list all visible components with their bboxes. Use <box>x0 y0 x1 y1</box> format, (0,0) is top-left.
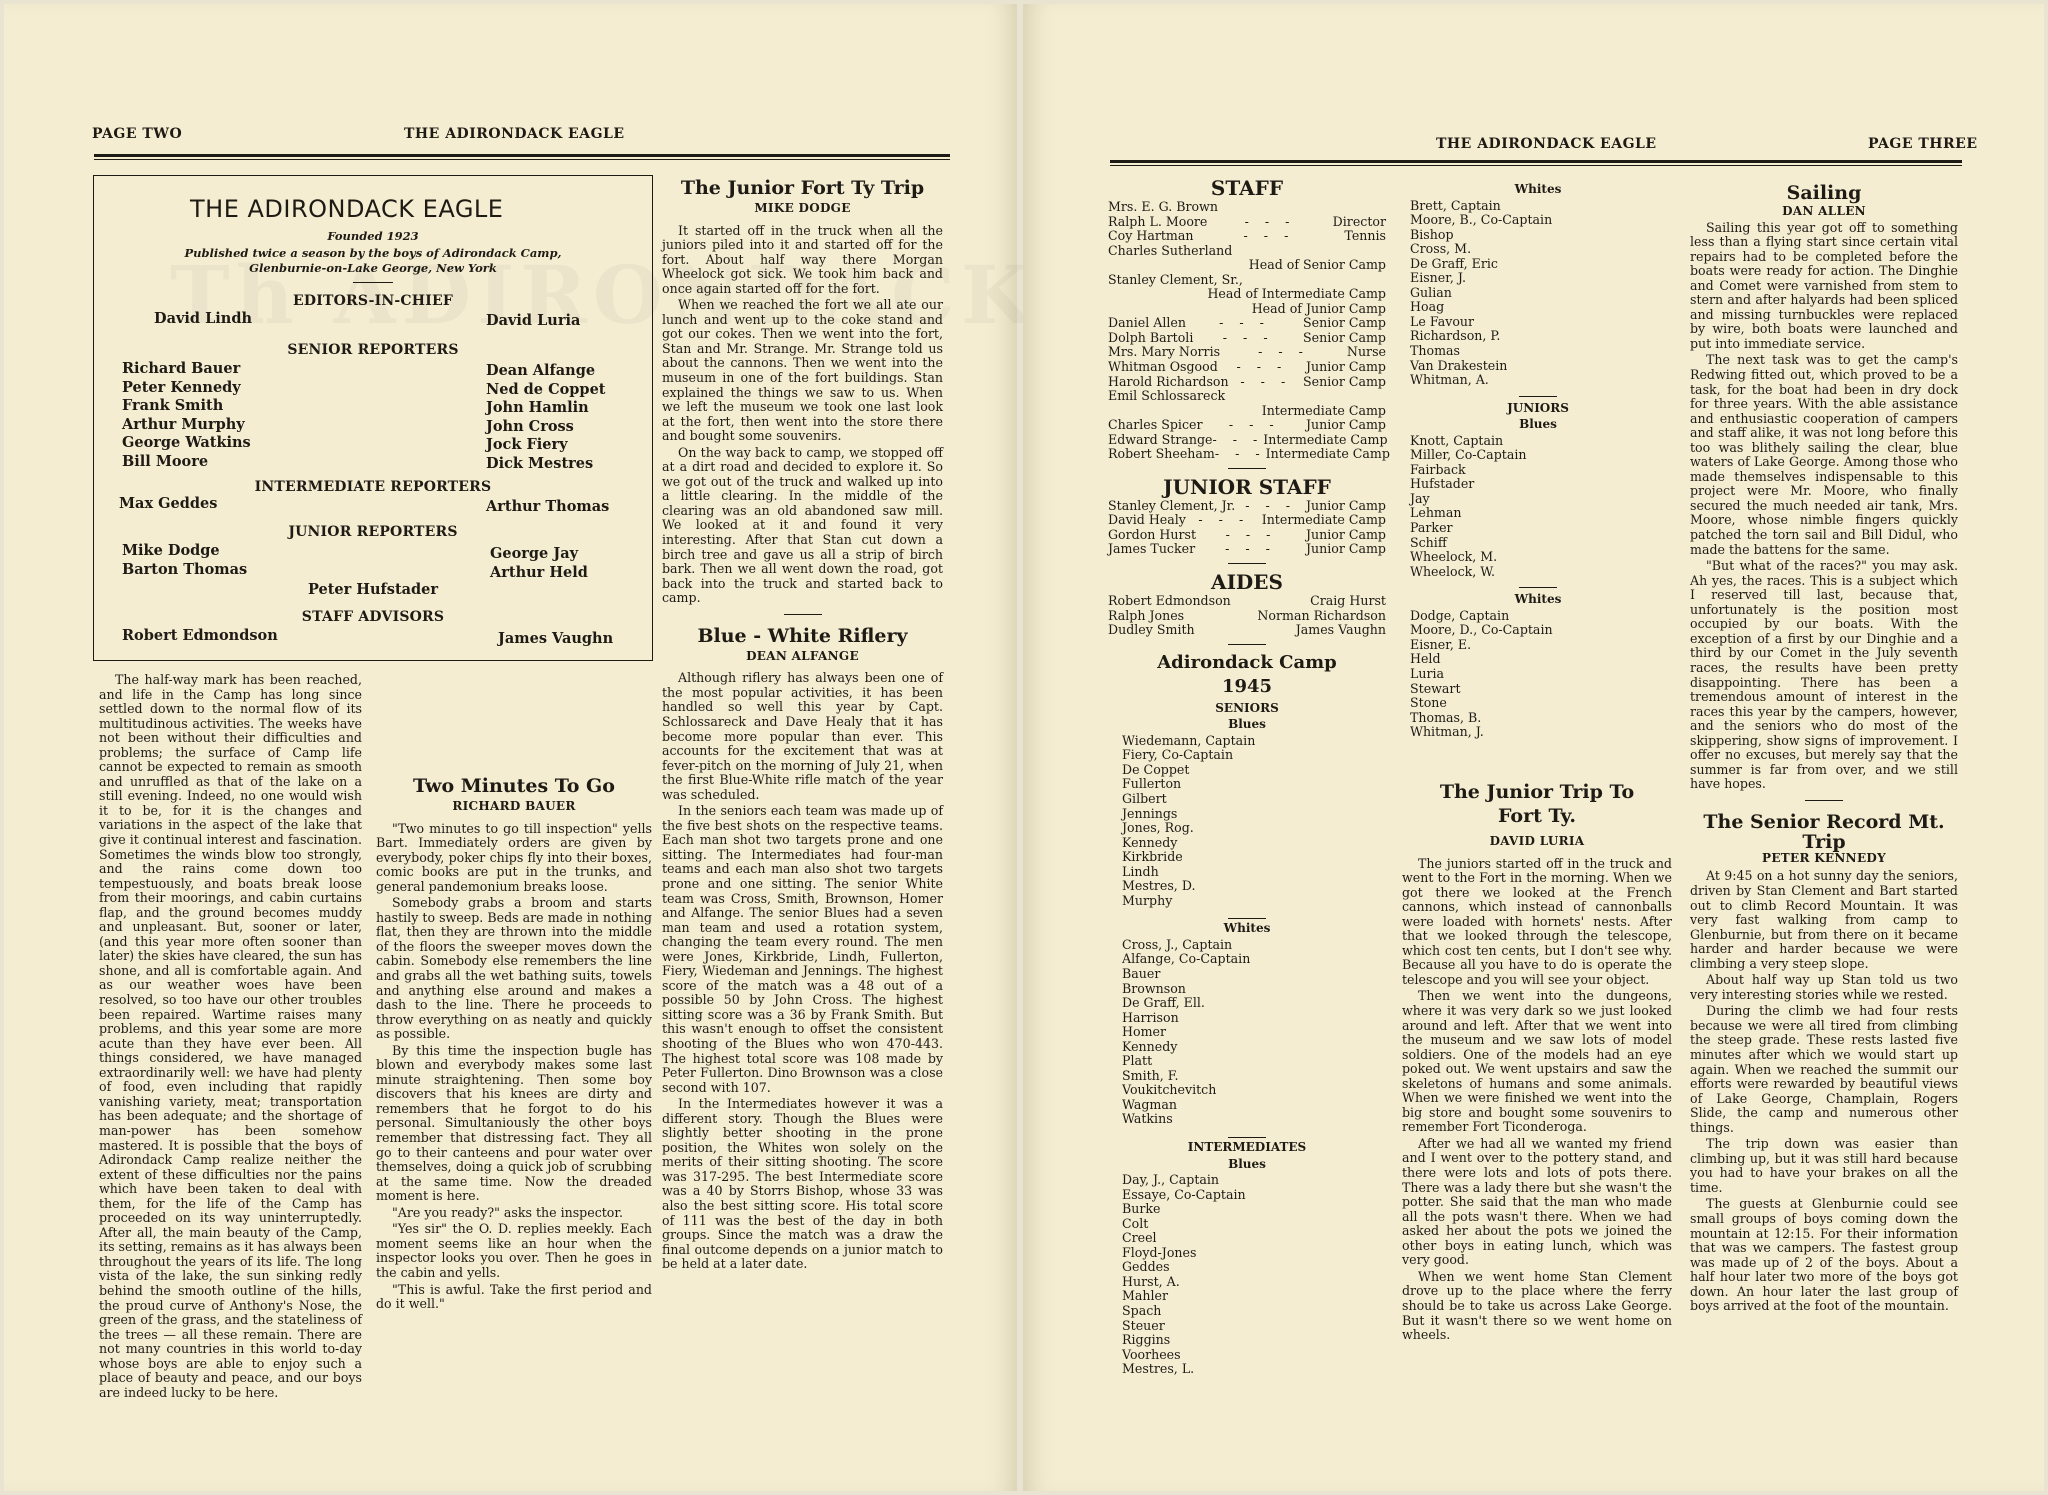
staff-entry <box>1108 446 1390 462</box>
roster-name: Eisner, E. <box>1410 636 1472 652</box>
roster-name: Richardson, P. <box>1410 328 1501 344</box>
staff-role: Junior Camp <box>1305 417 1386 433</box>
section-divider <box>1228 1137 1266 1138</box>
junior-reporters-left <box>122 542 247 579</box>
article-paragraph: At 9:45 on a hot sunny day the seniors, driven by Stan Clement and Bart started out to climb Record Mountain. It was very fast walking from camp to Glenburnie, but from there on it became harder and harder because we were climbing a very steep slope. <box>1690 868 1958 971</box>
jr-whites-heading: Whites <box>1514 592 1562 607</box>
section-divider <box>1228 563 1266 564</box>
reporter-name: Jock Fiery <box>486 436 568 453</box>
staff-role: Head of Junior Camp <box>1251 300 1386 316</box>
article-paragraph: On the way back to camp, we stopped off at a dirt road and decided to explore it. So we got out of the truck and walked up into a little clearing. In the middle of the clearing was an old abandoned saw mill. We looked at it and found it very interesting. After that Stan cut down a birch tree and gave us all a strip of birch bark. Then we all went down the road, got back into the truck and started back to camp. <box>662 444 943 606</box>
editorial-paragraph: The half-way mark has been reached, and life in the Camp has long since settled down to the normal flow of its multitudinous activities. The weeks have not been without their difficulties and problems; the surface of Camp life cannot be expected to remain as smooth and unruffled as that of the lake on a still evening. Indeed, no one would wish it to be, for it is the changes and variations in the aspect of the lake that give it continual interest and fascination. Sometimes the winds blow too strongly, and the rains come down too tempestuously, and boats break loose from their moorings, and cabin curtains flap, and the ground becomes muddy and unpleasant. But, sooner or later, (and this year more often sooner than later) the skies have cleared, the sun has shone, and all is comfortable again. And as our weather woes have been resolved, so too have our other troubles been repaired. Wartime raises many problems, and this year some are more acute than they have ever been. All things considered, we have managed extraordinarily well: we have had plenty of food, even including that rapidly vanishing variety, meat; transportation has been adequate; and the shortage of man-power has been somehow mastered. It is possible that the boys of Adirondack Camp realize neither the extent of these difficulties nor the pains which have been taken to deal with them, for the life of the Camp has proceeded on its way uninterruptedly. After all, the main beauty of the Camp, its setting, remains as it has always been throughout the years of its life. The long vista of the lake, the sun sinking redly behind the smooth outline of the hills, the proud curve of Anthony's Nose, the green of the grass, and the stateliness of the trees — all these remain. There are not many countries in this world to-day whose boys are able to enjoy such a place of beauty and peace, and our boys are indeed lucky to be here. <box>99 672 362 1400</box>
roster-name: Kennedy <box>1122 834 1178 850</box>
junior-trip-title-line2: Fort Ty. <box>1497 805 1577 827</box>
staff-entry <box>1108 389 1386 404</box>
junior-reporters-right <box>490 545 588 582</box>
staff-role: Intermediate Camp <box>1261 512 1386 528</box>
roster-name: Harrison <box>1122 1009 1179 1025</box>
roster-name: Dodge, Captain <box>1410 607 1510 623</box>
article-paragraph: About half way up Stan told us two very interesting stories while we rested. <box>1690 972 1958 1002</box>
roster-name: Creel <box>1122 1230 1157 1246</box>
reporter-name: Richard Bauer <box>122 360 241 377</box>
intermediate-reporter-right: Arthur Thomas <box>486 498 610 515</box>
article-paragraph: When we went home Stan Clement drove up to the place where the ferry should be to take us across Lake George. But it wasn't there so we went home on wheels. <box>1402 1268 1672 1343</box>
leader-dashes <box>1108 258 1249 273</box>
roster-name: Mestres, L. <box>1122 1361 1195 1377</box>
aide-name: Dudley Smith <box>1108 622 1195 638</box>
staff-entry <box>1108 331 1386 346</box>
roster-name: Essaye, Co-Captain <box>1122 1186 1246 1202</box>
section-divider <box>1228 918 1266 919</box>
int-whites-heading: Whites <box>1514 182 1562 196</box>
roster-name: Jones, Rog. <box>1122 820 1194 836</box>
leader-dashes: - - - <box>1214 446 1266 462</box>
senior-reporters-left <box>122 360 251 471</box>
staff-name: Coy Hartman <box>1108 228 1194 244</box>
article-paragraph: When we reached the fort we all ate our lunch and went up to the coke stand and got our cokes. Then we went into the fort, Stan and Mr. Strange. Mr. Strange told us about the cannons. Then we went into the museum in one of the fort buildings. Stan explained the things we saw to us. When we left the museum we took one last look at the fort, then went into the store there and bought some souvenirs. <box>662 297 943 444</box>
staff-entry <box>1108 375 1386 390</box>
roster-name: Alfange, Co-Captain <box>1122 951 1251 967</box>
leader-dashes: - - - <box>1219 315 1270 331</box>
leader-dashes: - - - <box>1258 344 1309 360</box>
roster-name: Murphy <box>1122 892 1173 908</box>
two-minutes-article <box>376 775 652 1312</box>
staff-name: Dolph Bartoli <box>1108 329 1194 345</box>
staff-name: Daniel Allen <box>1108 315 1186 331</box>
two-minutes-byline: RICHARD BAUER <box>452 799 576 813</box>
intermediate-reporters-heading: INTERMEDIATE REPORTERS <box>254 479 492 495</box>
article-paragraph: The juniors started off in the truck and went to the Fort in the morning. When we got there we looked at the French cannons, which instead of cannonballs were loaded with hornets' nests. After that we looked through the telescope, which cost ten cents, but I don't see why. Because all you have to do is operate the telescope and you will see your object. <box>1402 855 1672 987</box>
roster-name: Miller, Co-Captain <box>1410 447 1527 463</box>
staff-name: Gordon Hurst <box>1108 526 1197 542</box>
roster-name: Fullerton <box>1122 776 1182 792</box>
header-rule-left <box>94 154 950 160</box>
leader-dashes <box>1225 389 1386 404</box>
header-rule-right <box>1110 160 1962 166</box>
record-mt-title-line2: Trip <box>1802 830 1846 853</box>
article-paragraph: During the climb we had four rests because we were all tired from climbing the steep grade. These rests lasted five minutes after which we would start up again. When we reached the summit our efforts were rewarded by beautiful views of Lake George, Champlain, Rogers Slide, the camp and numerous other things. <box>1690 1003 1958 1135</box>
reporter-name: George Watkins <box>122 434 251 451</box>
staff-entry <box>1108 316 1386 331</box>
masthead-published-line1: Published twice a season by the boys of Adirondack Camp, <box>184 246 562 260</box>
leader-dashes <box>1243 273 1386 288</box>
roster-title-line1: Adirondack Camp <box>1157 651 1337 673</box>
staff-role: Junior Camp <box>1305 541 1386 557</box>
staff-name: Emil Schlossareck <box>1108 388 1226 404</box>
article-divider <box>784 614 822 615</box>
leader-dashes <box>1232 244 1386 259</box>
staff-role: Junior Camp <box>1305 526 1386 542</box>
editor-right: David Luria <box>486 312 581 329</box>
roster-name: Floyd-Jones <box>1122 1244 1197 1260</box>
running-head-left: THE ADIRONDACK EAGLE <box>404 126 625 142</box>
staff-entry <box>1108 528 1386 543</box>
masthead-founded: Founded 1923 <box>327 229 419 243</box>
staff-name: Harold Richardson <box>1108 373 1229 389</box>
roster-name: Smith, F. <box>1122 1067 1179 1083</box>
roster-name: Steuer <box>1122 1317 1165 1333</box>
roster-name: Moore, D., Co-Captain <box>1410 622 1553 638</box>
reporter-name: Dean Alfange <box>486 362 596 379</box>
staff-name: Robert Sheeham <box>1108 446 1215 462</box>
staff-role: Junior Camp <box>1305 359 1386 375</box>
roster-name: Lehman <box>1410 505 1462 521</box>
roster-name: De Graff, Ell. <box>1122 995 1205 1011</box>
roster-name: Le Favour <box>1410 313 1475 329</box>
roster-title-line2: 1945 <box>1221 675 1273 697</box>
roster-name: Gilbert <box>1122 790 1167 806</box>
junior-reporter-center: Peter Hufstader <box>307 581 439 598</box>
staff-name: Whitman Osgood <box>1108 359 1218 375</box>
article-paragraph: "But what of the races?" you may ask. Ah yes, the races. This is a subject which I reserved till last, because that, unfortunately is the position most occupied by our boats. With the exception of a first by our Dinghie and a third by our Comet in the July seventh races, the results have been pretty disappointing. There has been a tremendous amount of interest in the races this year by the campers, however, and the seniors who do most of the skippering, show signs of improvement. I offer no excuses, but merely say that the summer is far from over, and we still have hopes. <box>1690 558 1958 792</box>
roster-name: Voukitchevitch <box>1122 1082 1217 1098</box>
staff-entry <box>1108 258 1386 273</box>
masthead-divider <box>353 282 393 283</box>
reporter-name: George Jay <box>490 545 579 562</box>
staff-role: Intermediate Camp <box>1261 402 1386 418</box>
roster-name: Mahler <box>1122 1288 1169 1304</box>
staff-role: Intermediate Camp <box>1265 446 1390 462</box>
article-paragraph: "This is awful. Take the first period and do it well." <box>376 1281 652 1312</box>
staff-name: Charles Spicer <box>1108 417 1203 433</box>
staff-name: Charles Sutherland <box>1108 242 1233 258</box>
aides-title: AIDES <box>1211 570 1283 595</box>
roster-name: Gulian <box>1410 284 1452 300</box>
advisor-left: Robert Edmondson <box>122 627 278 644</box>
reporter-name: Bill Moore <box>122 452 209 470</box>
staff-role: Intermediate Camp <box>1263 431 1388 447</box>
article-paragraph: The next task was to get the camp's Redwing fitted out, which proved to be a task, for the boat had been in dry dock for three years. With the able assistance and enthusiastic cooperation of campers and staff alike, it was not long before this too was blithely sailing the clear, blue waters of Lake George. Among those who made themselves indispensable to this project were Mr. Moore, who finally secured the much needed air tank, Mrs. Moore, whose nimble fingers quickly patched the torn sail and Bill Didul, who made the battens for the same. <box>1690 352 1958 557</box>
aides-list <box>1108 594 1386 638</box>
intermediates-heading: INTERMEDIATES <box>1187 1139 1307 1154</box>
leader-dashes <box>1218 200 1386 215</box>
staff-entry <box>1108 542 1386 557</box>
aides-row <box>1108 609 1386 624</box>
running-head-right: THE ADIRONDACK EAGLE <box>1436 136 1657 152</box>
record-mt-title-line1: The Senior Record Mt. <box>1703 810 1945 833</box>
roster-name: Cross, J., Captain <box>1122 936 1233 952</box>
page-three-label: PAGE THREE <box>1868 136 1978 152</box>
staff-name: David Healy <box>1108 512 1186 528</box>
int-blues-list <box>1108 1173 1386 1377</box>
sailing-byline: DAN ALLEN <box>1782 204 1866 218</box>
aide-name: Norman Richardson <box>1257 607 1386 623</box>
senior-blues-list <box>1108 734 1386 909</box>
roster-name: Bishop <box>1410 226 1454 242</box>
staff-name: Mrs. Mary Norris <box>1108 344 1221 360</box>
leader-dashes: - - - <box>1198 512 1250 528</box>
int-blues-heading: Blues <box>1228 1156 1266 1171</box>
masthead-title: THE ADIRONDACK EAGLE <box>190 195 504 223</box>
leader-dashes: - - - <box>1240 373 1292 389</box>
roster-name: Fiery, Co-Captain <box>1122 747 1234 763</box>
article-divider <box>1805 800 1843 801</box>
leader-dashes: - - - <box>1225 541 1276 557</box>
article-paragraph: In the seniors each team was made up of the five best shots on the respective teams. Each man shot two targets prone and one sitting. The Intermediates had four-man teams and each man also shot two targets prone and one sitting. The senior White team was Cross, Smith, Brownson, Homer and Alfange. The senior Blues had a seven man team and used a rotation system, changing the team every round. The men were Jones, Kirkbride, Lindh, Fullerton, Fiery, Wiedeman and Jennings. The highest score of the match was a 48 out of a possible 50 by John Cross. The highest sitting score was a 36 by Frank Smith. But this wasn't enough to offset the consistent shooting of the Blues who won 470-443. The highest total score was 108 made by Peter Fullerton. Dino Brownson was a close second with 107. <box>662 803 943 1095</box>
page-two-label: PAGE TWO <box>92 126 183 142</box>
article-paragraph: Then we went into the dungeons, where it was very dark so we just looked around and left. After that we went into the museum and we saw lots of model soldiers. One of the models had an eye poked out. We went upstairs and saw the skeletons of humans and some animals. When we were finished we went into the big store and bought some souvenirs to remember Fort Ticonderoga. <box>1402 988 1672 1135</box>
article-paragraph: "Two minutes to go till inspection" yells Bart. Immediately orders are given by everybody, poker chips fly into their boxes, comic books are put in the trunks, and general pandemonium breaks loose. <box>376 820 652 894</box>
roster-name: Whitman, A. <box>1410 372 1489 388</box>
roster-name: Wheelock, M. <box>1410 549 1498 565</box>
leader-dashes: - - - <box>1222 329 1274 345</box>
article-paragraph: The trip down was easier than climbing up, but it was still hard because you had to have your brakes on all the time. <box>1690 1136 1958 1195</box>
junior-trip-article <box>1402 780 1672 1343</box>
roster-name: Hufstader <box>1410 476 1475 492</box>
article-paragraph: After we had all we wanted my friend and I went over to the pottery stand, and there were lots and lots of pots there. There was a lady there but she wasn't the potter. She said that the man who made all the pots wasn't there. When we had asked her about the pots we joined the other boys in eating lunch, which was very good. <box>1402 1135 1672 1268</box>
roster-name: Kennedy <box>1122 1038 1178 1054</box>
int-whites-list <box>1404 199 1672 388</box>
section-divider <box>1519 396 1557 397</box>
roster-name: Thomas, B. <box>1410 709 1482 725</box>
jr-whites-list <box>1404 609 1672 740</box>
staff-entry <box>1108 404 1386 419</box>
reporter-name: Frank Smith <box>122 397 224 414</box>
roster-name: Schiff <box>1410 534 1447 550</box>
roster-name: Brownson <box>1122 980 1186 996</box>
intermediate-reporter-left: Max Geddes <box>119 495 218 512</box>
senior-whites-list <box>1108 938 1386 1127</box>
staff-role: Head of Intermediate Camp <box>1207 286 1386 302</box>
editors-heading: EDITORS-IN-CHIEF <box>293 293 453 309</box>
roster-name: Homer <box>1122 1024 1166 1040</box>
roster-name: Colt <box>1122 1215 1149 1231</box>
staff-name: Stanley Clement, Sr., <box>1108 271 1243 287</box>
roster-name: Bauer <box>1122 965 1161 981</box>
article-paragraph: It started off in the truck when all the juniors piled into it and started off for the fort. About half way there Morgan Wheelock got sick. We took him back and once again started off for the fort. <box>662 222 943 296</box>
roster-name: Day, J., Captain <box>1122 1172 1220 1188</box>
roster-name: Kirkbride <box>1122 849 1183 865</box>
staff-name: Stanley Clement, Jr. <box>1108 497 1236 513</box>
staff-name: Mrs. E. G. Brown <box>1108 199 1218 214</box>
two-minutes-title: Two Minutes To Go <box>413 775 615 797</box>
riflery-byline: DEAN ALFANGE <box>746 648 859 663</box>
article-paragraph: "Are you ready?" asks the inspector. <box>392 1204 624 1220</box>
reporter-name: Mike Dodge <box>122 542 220 559</box>
roster-name: Wagman <box>1122 1096 1177 1112</box>
staff-role: Director <box>1332 213 1386 229</box>
staff-role: Senior Camp <box>1303 373 1386 389</box>
staff-name: James Tucker <box>1108 541 1196 557</box>
staff-role: Junior Camp <box>1305 497 1386 513</box>
junior-staff-title: JUNIOR STAFF <box>1163 474 1331 499</box>
senior-reporters-heading: SENIOR REPORTERS <box>287 342 459 358</box>
roster-name: De Graff, Eric <box>1410 255 1498 271</box>
junior-trip-byline: DAVID LURIA <box>1489 834 1585 848</box>
seniors-heading: SENIORS <box>1215 700 1279 715</box>
roster-name: Held <box>1410 651 1441 667</box>
senior-whites-heading: Whites <box>1223 921 1271 936</box>
staff-entry <box>1108 273 1386 288</box>
staff-role: Nurse <box>1346 344 1386 360</box>
jr-blues-list <box>1404 434 1672 579</box>
staff-role: Tennis <box>1344 228 1386 244</box>
juniors-heading: JUNIORS <box>1507 400 1569 415</box>
roster-name: Stone <box>1410 695 1447 711</box>
staff-entry <box>1108 418 1386 433</box>
article-paragraph: Although riflery has always been one of the most popular activities, it has been handled so well this year by Capt. Schlossareck and Dave Healy that it has become more popular than ever. This accounts for the excitement that was at fever-pitch on the morning of July 21, when the first Blue-White rifle match of the year was scheduled. <box>662 670 943 802</box>
roster-name: Riggins <box>1122 1332 1171 1348</box>
article-paragraph: Somebody grabs a broom and starts hastily to sweep. Beds are made in nothing flat, then they are thrown into the middle of the floors the sweeper moves down the cabin. Somebody else remembers the line and grabs all the wet bathing suits, towels and anything else around and makes a dash to the line. There he proceeds to throw everything on as neatly and quickly as possible. <box>376 895 652 1042</box>
reporter-name: Dick Mestres <box>486 454 594 472</box>
leader-dashes <box>1108 404 1262 419</box>
leader-dashes: - - - <box>1228 417 1280 433</box>
staff-name: Edward Strange <box>1108 431 1213 447</box>
section-divider <box>1228 468 1266 469</box>
reporter-name: Barton Thomas <box>122 560 248 578</box>
staff-column <box>1108 176 1390 1377</box>
staff-entry <box>1108 244 1386 259</box>
roster-name: De Coppet <box>1122 761 1190 777</box>
aide-name: James Vaughn <box>1295 622 1386 638</box>
staff-list <box>1108 199 1390 462</box>
masthead-box <box>93 175 653 661</box>
staff-entry <box>1108 360 1386 375</box>
reporter-name: Arthur Held <box>490 563 588 581</box>
fort-ty-byline: MIKE DODGE <box>754 201 851 215</box>
roster-name: Platt <box>1122 1053 1153 1069</box>
roster-name: Van Drakestein <box>1410 357 1508 373</box>
leader-dashes: - - - <box>1225 526 1277 542</box>
junior-staff-list <box>1108 499 1386 557</box>
roster-name: Wiedemann, Captain <box>1122 732 1256 748</box>
article-paragraph: The guests at Glenburnie could see small groups of boys coming down the mountain at 12:15. For their information that was we campers. The fastest group was made up of 2 of the boys. About a half hour later two more of the boys got down. An hour later the last group of boys arrived at the foot of the mountain. <box>1690 1196 1958 1314</box>
roster-name: Jay <box>1410 490 1430 506</box>
reporter-name: Ned de Coppet <box>486 380 606 398</box>
roster-name: Parker <box>1410 520 1453 536</box>
right-column-left-page <box>662 177 943 1272</box>
staff-entry <box>1108 433 1386 448</box>
leader-dashes <box>1108 302 1252 317</box>
leader-dashes <box>1108 287 1207 302</box>
article-paragraph: "Yes sir" the O. D. replies meekly. Each moment seems like an hour when the inspector looks you over. Then he goes in the cabin and yells. <box>376 1221 652 1280</box>
staff-role: Senior Camp <box>1303 329 1386 345</box>
roster-column-2 <box>1404 180 1672 740</box>
roster-name: Lindh <box>1122 863 1159 879</box>
roster-name: Cross, M. <box>1410 241 1472 257</box>
roster-name: Stewart <box>1410 680 1461 696</box>
roster-name: Knott, Captain <box>1410 432 1504 448</box>
staff-entry <box>1108 513 1386 528</box>
leader-dashes: - - - <box>1244 213 1296 229</box>
roster-name: Luria <box>1410 665 1445 681</box>
staff-title: STAFF <box>1210 176 1284 200</box>
reporter-name: Peter Kennedy <box>122 378 241 396</box>
aides-row <box>1108 594 1386 609</box>
roster-name: Jennings <box>1122 805 1178 821</box>
staff-entry <box>1108 499 1386 514</box>
record-mt-byline: PETER KENNEDY <box>1762 850 1886 865</box>
staff-entry <box>1108 229 1386 244</box>
roster-name: Mestres, D. <box>1122 878 1196 894</box>
article-paragraph: Sailing this year got off to something less than a flying start since certain vital repairs had to be completed before the boats were ready for action. The Dinghie and Comet were varnished from stem to stern and after halyards had been spliced and missing turnbuckles were replaced by wire, both boats were launched and put into immediate service. <box>1690 219 1958 351</box>
roster-name: Brett, Captain <box>1410 197 1501 213</box>
roster-name: Geddes <box>1122 1259 1170 1275</box>
junior-trip-title-line1: The Junior Trip To <box>1439 781 1635 803</box>
jr-blues-heading: Blues <box>1519 417 1557 432</box>
staff-advisors-heading: STAFF ADVISORS <box>301 609 445 625</box>
roster-name: Thomas <box>1410 343 1461 359</box>
section-divider <box>1228 644 1266 645</box>
staff-entry <box>1108 302 1386 317</box>
riflery-title: Blue - White Riflery <box>697 624 908 647</box>
leader-dashes: - - - <box>1243 228 1295 244</box>
staff-name: Ralph L. Moore <box>1108 213 1208 229</box>
staff-entry <box>1108 287 1386 302</box>
roster-name: Watkins <box>1122 1111 1173 1127</box>
article-paragraph: By this time the inspection bugle has blown and everybody makes some last minute straightening. Then some boy discovers that his knees are dirty and remembers that he forgot to do his personal. Simultaniously the other boys remember that distressing fact. They all go to their canteens and pour water over themselves, doing a quick job of scrubbing at the same time. Now the dreaded moment is here. <box>376 1042 652 1204</box>
reporter-name: John Hamlin <box>486 399 589 416</box>
staff-entry <box>1108 215 1386 230</box>
junior-reporters-heading: JUNIOR REPORTERS <box>288 524 458 540</box>
aide-name: Ralph Jones <box>1108 607 1185 623</box>
aide-name: Craig Hurst <box>1310 593 1386 609</box>
right-column-right-page <box>1690 182 1958 1314</box>
aides-row <box>1108 623 1386 638</box>
staff-role: Senior Camp <box>1303 315 1386 331</box>
section-divider <box>1519 587 1557 588</box>
editor-left: David Lindh <box>154 310 253 327</box>
leader-dashes: - - - <box>1212 431 1264 447</box>
staff-entry <box>1108 345 1386 360</box>
roster-name: Moore, B., Co-Captain <box>1410 212 1553 228</box>
roster-name: Burke <box>1122 1201 1161 1217</box>
reporter-name: Arthur Murphy <box>122 415 245 433</box>
roster-name: Hoag <box>1410 299 1445 315</box>
fort-ty-title: The Junior Fort Ty Trip <box>680 177 925 199</box>
editorial-article <box>99 673 362 1400</box>
senior-reporters-right <box>486 362 606 473</box>
staff-entry <box>1108 200 1386 215</box>
article-paragraph: In the Intermediates however it was a different story. Though the Blues were slightly better shooting in the prone position, the Whites won solely on the merits of their sitting shooting. The score was 317-295. The best Intermediate score was a 40 by Storrs Bishop, whose 33 was also the best sitting score. His total score of 111 was the best of the day in both groups. Since the match was a draw the final outcome depends on a junior match to be held at a later date. <box>662 1096 943 1272</box>
roster-name: Spach <box>1122 1303 1162 1318</box>
sailing-title: Sailing <box>1786 182 1862 204</box>
masthead-published-line2: Glenburnie-on-Lake George, New York <box>249 261 497 275</box>
roster-name: Voorhees <box>1122 1346 1181 1362</box>
leader-dashes: - - - <box>1236 359 1288 375</box>
staff-role: Head of Senior Camp <box>1248 257 1386 273</box>
reporter-name: John Cross <box>486 417 574 435</box>
roster-name: Whitman, J. <box>1410 724 1484 740</box>
roster-name: Eisner, J. <box>1410 270 1466 286</box>
leader-dashes: - - - <box>1245 497 1296 513</box>
roster-name: Wheelock, W. <box>1410 563 1496 579</box>
senior-blues-heading: Blues <box>1228 717 1266 732</box>
advisor-right: James Vaughn <box>498 630 614 647</box>
roster-name: Hurst, A. <box>1122 1273 1180 1289</box>
aide-name: Robert Edmondson <box>1108 593 1231 609</box>
roster-name: Fairback <box>1410 461 1466 477</box>
